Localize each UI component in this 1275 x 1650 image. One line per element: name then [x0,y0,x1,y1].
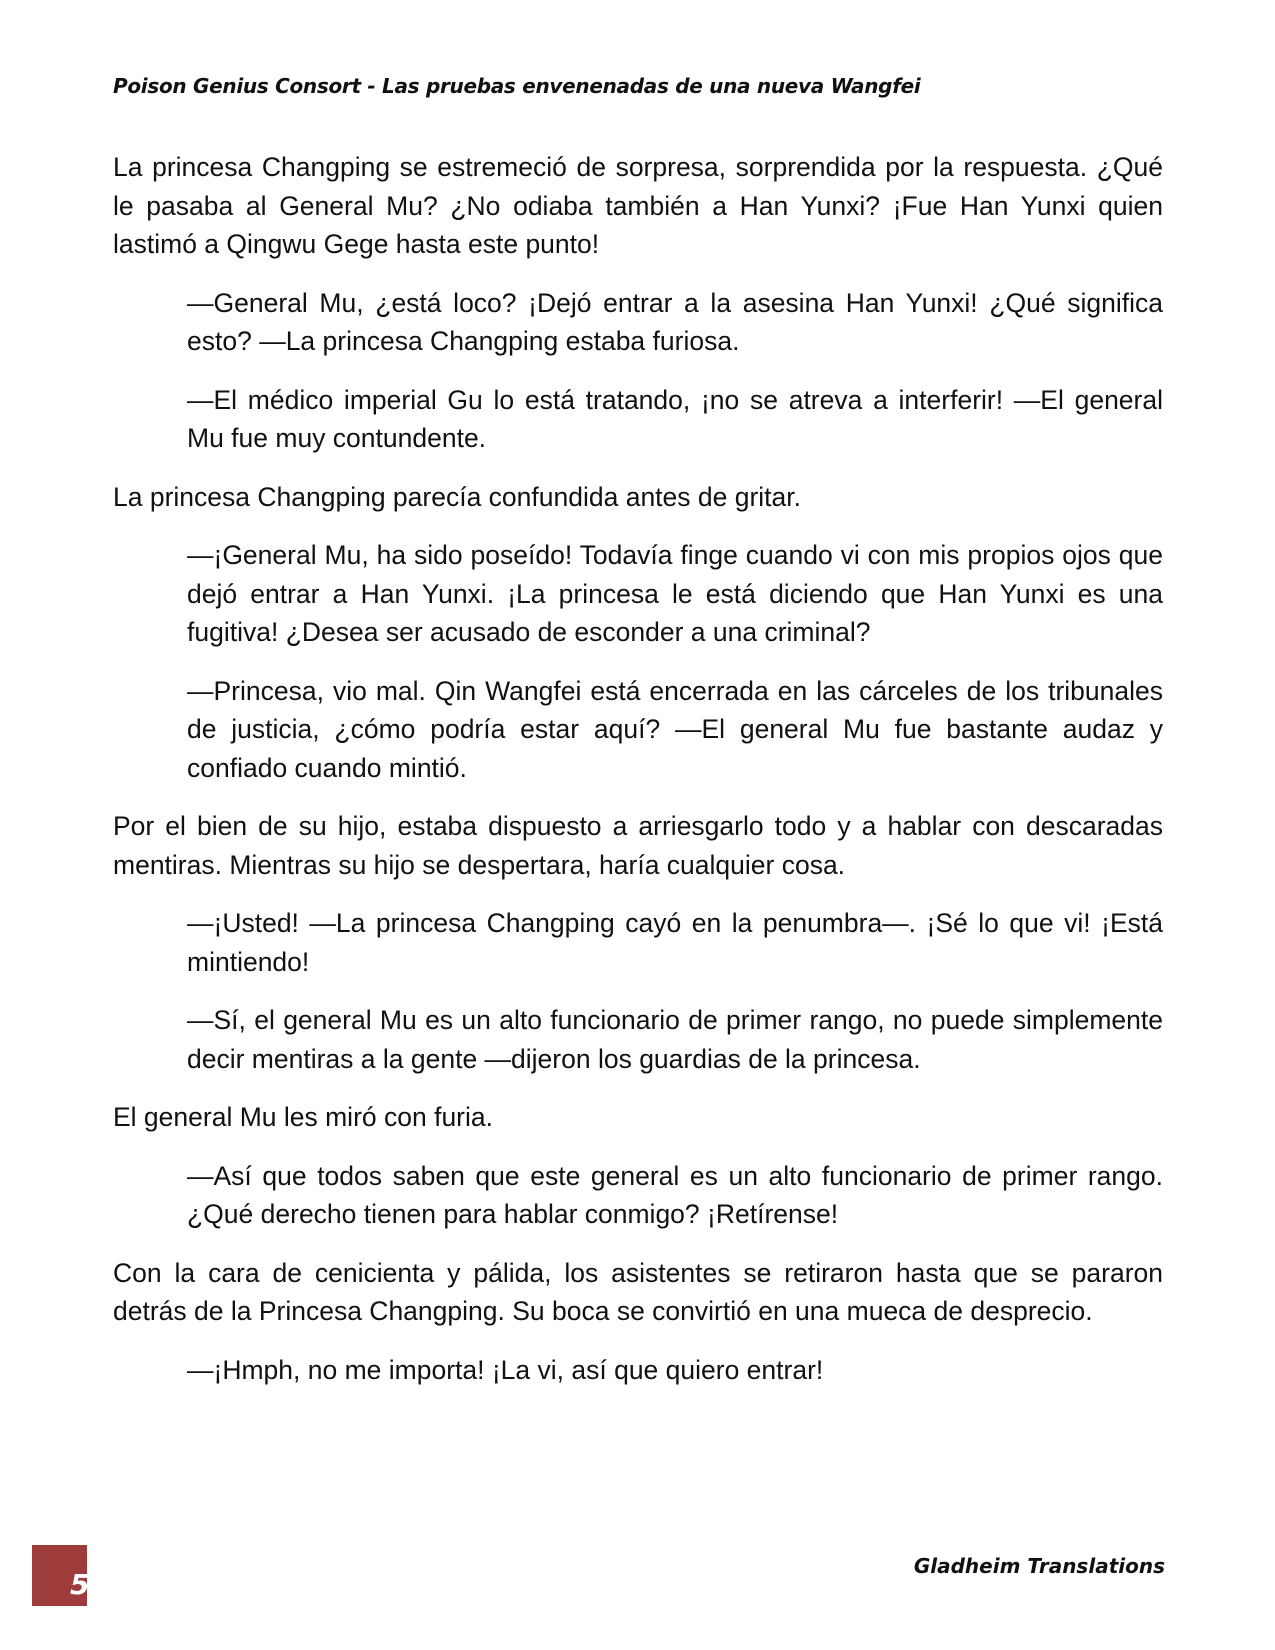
page-number-underline [32,1606,87,1609]
paragraph-dialogue: —¡Usted! —La princesa Changping cayó en la penumbra—. ¡Sé lo que vi! ¡Está mintiendo! [187,908,1163,977]
page-number: 5 [70,1568,90,1601]
paragraph-dialogue: —¡Hmph, no me importa! ¡La vi, así que quiero entrar! [187,1354,824,1385]
footer-credit: Gladheim Translations [913,1554,1165,1578]
paragraph-narration: La princesa Changping parecía confundida antes de gritar. [113,481,802,512]
paragraph-narration: La princesa Changping se estremeció de sorpresa, sorprendida por la respuesta. ¿Qué le pasaba al General Mu? ¿No odiaba también a Han Yunxi? ¡Fue Han Yunxi quien lastimó a Qingwu Gege hasta este punto! [113,152,1163,259]
paragraph-dialogue: —General Mu, ¿está loco? ¡Dejó entrar a la asesina Han Yunxi! ¿Qué significa esto? —La princesa Changping estaba furiosa. [187,287,1163,356]
paragraph-dialogue: —El médico imperial Gu lo está tratando, ¡no se atreva a interferir! —El general Mu fue muy contundente. [187,384,1163,453]
paragraph-dialogue: —Princesa, vio mal. Qin Wangfei está encerrada en las cárceles de los tribunales de justicia, ¿cómo podría estar aquí? —El general Mu fue bastante audaz y confiado cuando mintió. [187,675,1163,783]
paragraph-narration: Con la cara de cenicienta y pálida, los asistentes se retiraron hasta que se pararon detrás de la Princesa Changping. Su boca se convirtió en una mueca de desprecio. [113,1257,1163,1326]
paragraph-dialogue: —¡General Mu, ha sido poseído! Todavía finge cuando vi con mis propios ojos que dejó entrar a Han Yunxi. ¡La princesa le está diciendo que Han Yunxi es una fugitiva! ¿Desea ser acusado de esconder a una criminal? [187,540,1163,647]
paragraph-narration: Por el bien de su hijo, estaba dispuesto a arriesgarlo todo y a hablar con descaradas mentiras. Mientras su hijo se despertara, haría cualquier cosa. [113,811,1163,880]
document-body [113,148,1163,1409]
paragraph-dialogue: —Así que todos saben que este general es un alto funcionario de primer rango. ¿Qué derecho tienen para hablar conmigo? ¡Retírense! [187,1160,1163,1229]
document-header-title: Poison Genius Consort - Las pruebas envenenadas de una nueva Wangfei [113,74,921,98]
paragraph-dialogue: —Sí, el general Mu es un alto funcionario de primer rango, no puede simplemente decir mentiras a la gente —dijeron los guardias de la princesa. [187,1005,1163,1074]
paragraph-narration: El general Mu les miró con furia. [113,1102,493,1132]
